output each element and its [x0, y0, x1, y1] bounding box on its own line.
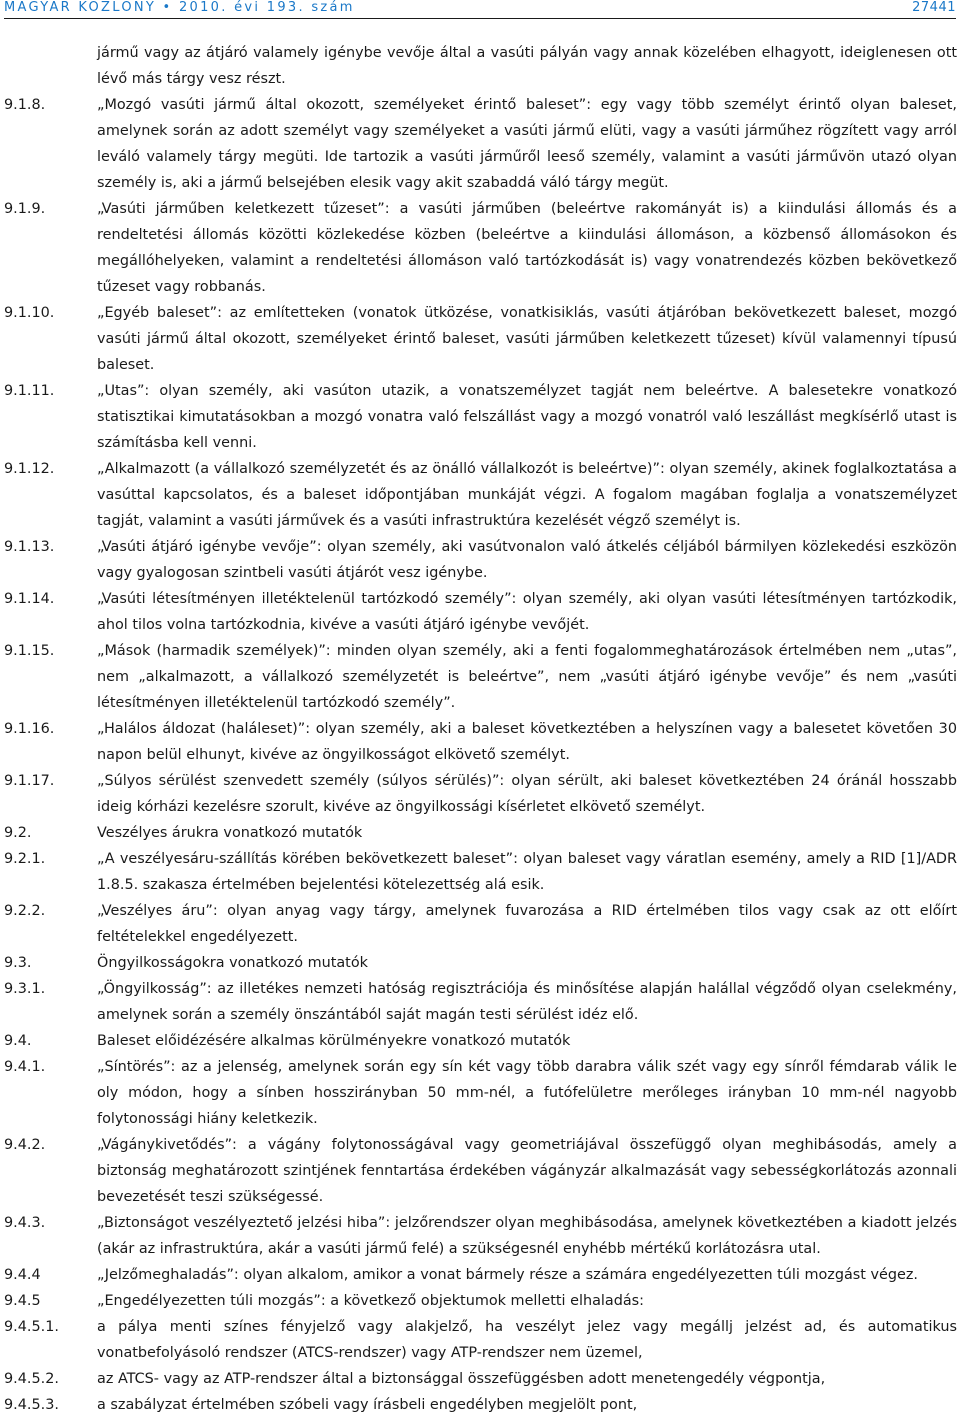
entry-text: „Halálos áldozat (haláleset)”: olyan személy, aki a baleset következtében a helyszínen vagy a balesetet követően 30 napon belül elhunyt, kivéve az öngyilkosságot elkövető személyt.	[97, 721, 957, 763]
definition-9-4-2	[0, 1132, 960, 1210]
section-number: 9.1.9.	[4, 201, 46, 217]
section-heading: Veszélyes árukra vonatkozó mutatók	[97, 825, 363, 841]
definition-9-4-1	[0, 1054, 960, 1132]
page-header	[4, 0, 956, 19]
definition-9-1-12	[0, 456, 960, 534]
section-number: 9.3.	[4, 955, 32, 971]
section-number: 9.1.11.	[4, 383, 55, 399]
entry-text: a pálya menti színes fényjelző vagy alakjelző, ha veszélyt jelez vagy megállj jelzést ad, és automatikus vonatbefolyásoló rendszer (ATCS-rendszer) vagy ATP-rendszer nem üzemel,	[97, 1319, 957, 1361]
definition-9-1-17	[0, 768, 960, 820]
page-number: 27441	[912, 0, 956, 15]
section-number: 9.1.16.	[4, 721, 55, 737]
section-number: 9.4.	[4, 1033, 32, 1049]
section-number: 9.4.5.1.	[4, 1319, 59, 1335]
section-number: 9.4.5.3.	[4, 1397, 59, 1413]
section-number: 9.3.1.	[4, 981, 46, 997]
definition-9-4-4	[0, 1262, 960, 1288]
section-heading: Baleset előidézésére alkalmas körülményekre vonatkozó mutatók	[97, 1033, 571, 1049]
entry-text: az ATCS- vagy az ATP-rendszer által a biztonsággal összefüggésben adott menetengedély végpontja,	[97, 1371, 826, 1387]
entry-text: jármű vagy az átjáró valamely igénybe vevője által a vasúti pályán vagy annak közelében elhagyott, ideiglenesen ott lévő más tárgy vesz részt.	[97, 45, 957, 87]
entry-text: „Öngyilkosság”: az illetékes nemzeti hatóság regisztrációja és minősítése alapján halállal végződő olyan cselekmény, amelynek során a személy önszántából saját magán testi sérülést idéz elő.	[97, 981, 957, 1023]
section-number: 9.4.1.	[4, 1059, 46, 1075]
section-number: 9.1.12.	[4, 461, 55, 477]
entry-text: „Vágánykivetődés”: a vágány folytonosságával vagy geometriájával összefüggő olyan meghibásodás, amely a biztonság meghatározott szintjének fenntartása érdekében vágányzár alkalmazását vagy sebességkorlátozás azonnali bevezetését teszi szükségessé.	[97, 1137, 957, 1205]
section-number: 9.2.1.	[4, 851, 46, 867]
entry-text: „Vasúti létesítményen illetéktelenül tartózkodó személy”: olyan személy, aki olyan vasúti létesítményen tartózkodik, ahol tilos volna tartózkodnia, kivéve a vasúti átjáró igénybe vevőjét.	[97, 591, 957, 633]
section-number: 9.1.17.	[4, 773, 55, 789]
definition-9-1-16	[0, 716, 960, 768]
item-9-4-5-3	[0, 1392, 960, 1418]
section-heading-9-2	[0, 820, 960, 846]
section-heading-9-3	[0, 950, 960, 976]
section-number: 9.1.13.	[4, 539, 55, 555]
entry-text: „Jelzőmeghaladás”: olyan alkalom, amikor a vonat bármely része a számára engedélyezetten túli mozgást végez.	[97, 1267, 919, 1283]
entry-text: „Vasúti átjáró igénybe vevője”: olyan személy, aki vasútvonalon való átkelés céljából bármilyen közlekedési eszközön vagy gyalogosan szintbeli vasúti átjárót vesz igénybe.	[97, 539, 957, 581]
section-heading: Öngyilkosságokra vonatkozó mutatók	[97, 955, 368, 971]
entry-text: „Engedélyezetten túli mozgás”: a következő objektumok melletti elhaladás:	[97, 1293, 645, 1309]
entry-text: „Súlyos sérülést szenvedett személy (súlyos sérülés)”: olyan sérült, aki baleset következtében 24 óránál hosszabb ideig kórházi kezelésre szorult, kivéve az öngyilkossági kísérletet elkövető személyt.	[97, 773, 957, 815]
section-number: 9.1.10.	[4, 305, 55, 321]
definition-9-4-3	[0, 1210, 960, 1262]
section-number: 9.4.5.2.	[4, 1371, 59, 1387]
definition-9-1-8	[0, 92, 960, 196]
entry-text: „Síntörés”: az a jelenség, amelynek során egy sín két vagy több darabra válik szét vagy egy sínről fémdarab válik le oly módon, hogy a sínben hosszirányban 50 mm-nél, a futófelületre merőleges irányban 10 mm-nél nagyobb folytonossági hiány keletkezik.	[97, 1059, 957, 1127]
entry-text: „Veszélyes áru”: olyan anyag vagy tárgy, amelynek fuvarozása a RID értelmében tilos vagy csak az ott előírt feltételekkel engedélyezett.	[97, 903, 957, 945]
section-heading-9-4	[0, 1028, 960, 1054]
publication-title: MAGYAR KÖZLÖNY • 2010. évi 193. szám	[4, 0, 355, 15]
section-number: 9.1.14.	[4, 591, 55, 607]
entry-text: „A veszélyesáru-szállítás körében bekövetkezett baleset”: olyan baleset vagy váratlan esemény, amely a RID [1]/ADR 1.8.5. szakasza értelmében bejelentési kötelezettség alá esik.	[97, 851, 957, 893]
section-number: 9.4.4	[4, 1267, 41, 1283]
entry-text: „Biztonságot veszélyeztető jelzési hiba”: jelzőrendszer olyan meghibásodása, amelynek következtében a kiadott jelzés (akár az infrastruktúra, akár a vasúti jármű felé) a szükségesnél enyhébb mértékű korlátozásra utal.	[97, 1215, 957, 1257]
entry-text: „Vasúti járműben keletkezett tűzeset”: a vasúti járműben (beleértve rakományát is) a kiindulási állomás és a rendeltetési állomás közötti közlekedése közben (beleértve a kiindulási állomáson, a közbenső állomásokon és megállóhelyeken, valamint a rendeltetési állomáson való tartózkodását is) vagy vonatrendezés közben bekövetkező tűzeset vagy robbanás.	[97, 201, 957, 295]
section-number: 9.2.2.	[4, 903, 46, 919]
section-number: 9.2.	[4, 825, 32, 841]
section-number: 9.4.3.	[4, 1215, 46, 1231]
definition-9-1-13	[0, 534, 960, 586]
section-number: 9.1.15.	[4, 643, 55, 659]
entry-text: a szabályzat értelmében szóbeli vagy írásbeli engedélyben megjelölt pont,	[97, 1397, 638, 1413]
document-body	[0, 40, 960, 1418]
definition-9-1-10	[0, 300, 960, 378]
entry-text: „Utas”: olyan személy, aki vasúton utazik, a vonatszemélyzet tagját nem beleértve. A balesetekre vonatkozó statisztikai kimutatásokban a mozgó vonatra való felszállást vagy a mozgó vonatról való leszállást megkísérlő utast is számításba kell venni.	[97, 383, 957, 451]
definition-9-1-9	[0, 196, 960, 300]
entry-text: „Mozgó vasúti jármű által okozott, személyeket érintő baleset”: egy vagy több személyt érintő olyan baleset, amelynek során az adott személyt vagy személyeket a vasúti jármű elüti, vagy a vasúti járműhez rögzített vagy arról leváló valamely tárgy megüti. Ide tartozik a vasúti járműről leeső személy, valamint a vasúti járművön utazó olyan személy is, aki a jármű belsejében elesik vagy akit szabaddá váló tárgy megüt.	[97, 97, 957, 191]
entry-text: „Alkalmazott (a vállalkozó személyzetét és az önálló vállalkozót is beleértve)”: olyan személy, akinek foglalkoztatása a vasúttal kapcsolatos, és a baleset időpontjában munkáját végzi. A fogalom magában foglalja a vonatszemélyzet tagját, valamint a vasúti járművek és a vasúti infrastruktúra kezelését végző személyt is.	[97, 461, 957, 529]
continuation-paragraph	[0, 40, 960, 92]
definition-9-4-5	[0, 1288, 960, 1314]
item-9-4-5-2	[0, 1366, 960, 1392]
section-number: 9.1.8.	[4, 97, 46, 113]
section-number: 9.4.2.	[4, 1137, 46, 1153]
definition-9-2-1	[0, 846, 960, 898]
entry-text: „Egyéb baleset”: az említetteken (vonatok ütközése, vonatkisiklás, vasúti átjáróban bekövetkezett baleset, mozgó vasúti jármű által okozott, személyeket érintő baleset, vasúti járműben keletkezett tűzeset) kívül valamennyi típusú baleset.	[97, 305, 957, 373]
definition-9-1-11	[0, 378, 960, 456]
item-9-4-5-1	[0, 1314, 960, 1366]
definition-9-1-14	[0, 586, 960, 638]
entry-text: „Mások (harmadik személyek)”: minden olyan személy, aki a fenti fogalommeghatározások értelmében nem „utas”, nem „alkalmazott, a vállalkozó személyzetét is beleértve”, nem „vasúti átjáró igénybe vevője” és nem „vasúti létesítményen illetéktelenül tartózkodó személy”.	[97, 643, 957, 711]
section-number: 9.4.5	[4, 1293, 41, 1309]
definition-9-2-2	[0, 898, 960, 950]
definition-9-1-15	[0, 638, 960, 716]
definition-9-3-1	[0, 976, 960, 1028]
